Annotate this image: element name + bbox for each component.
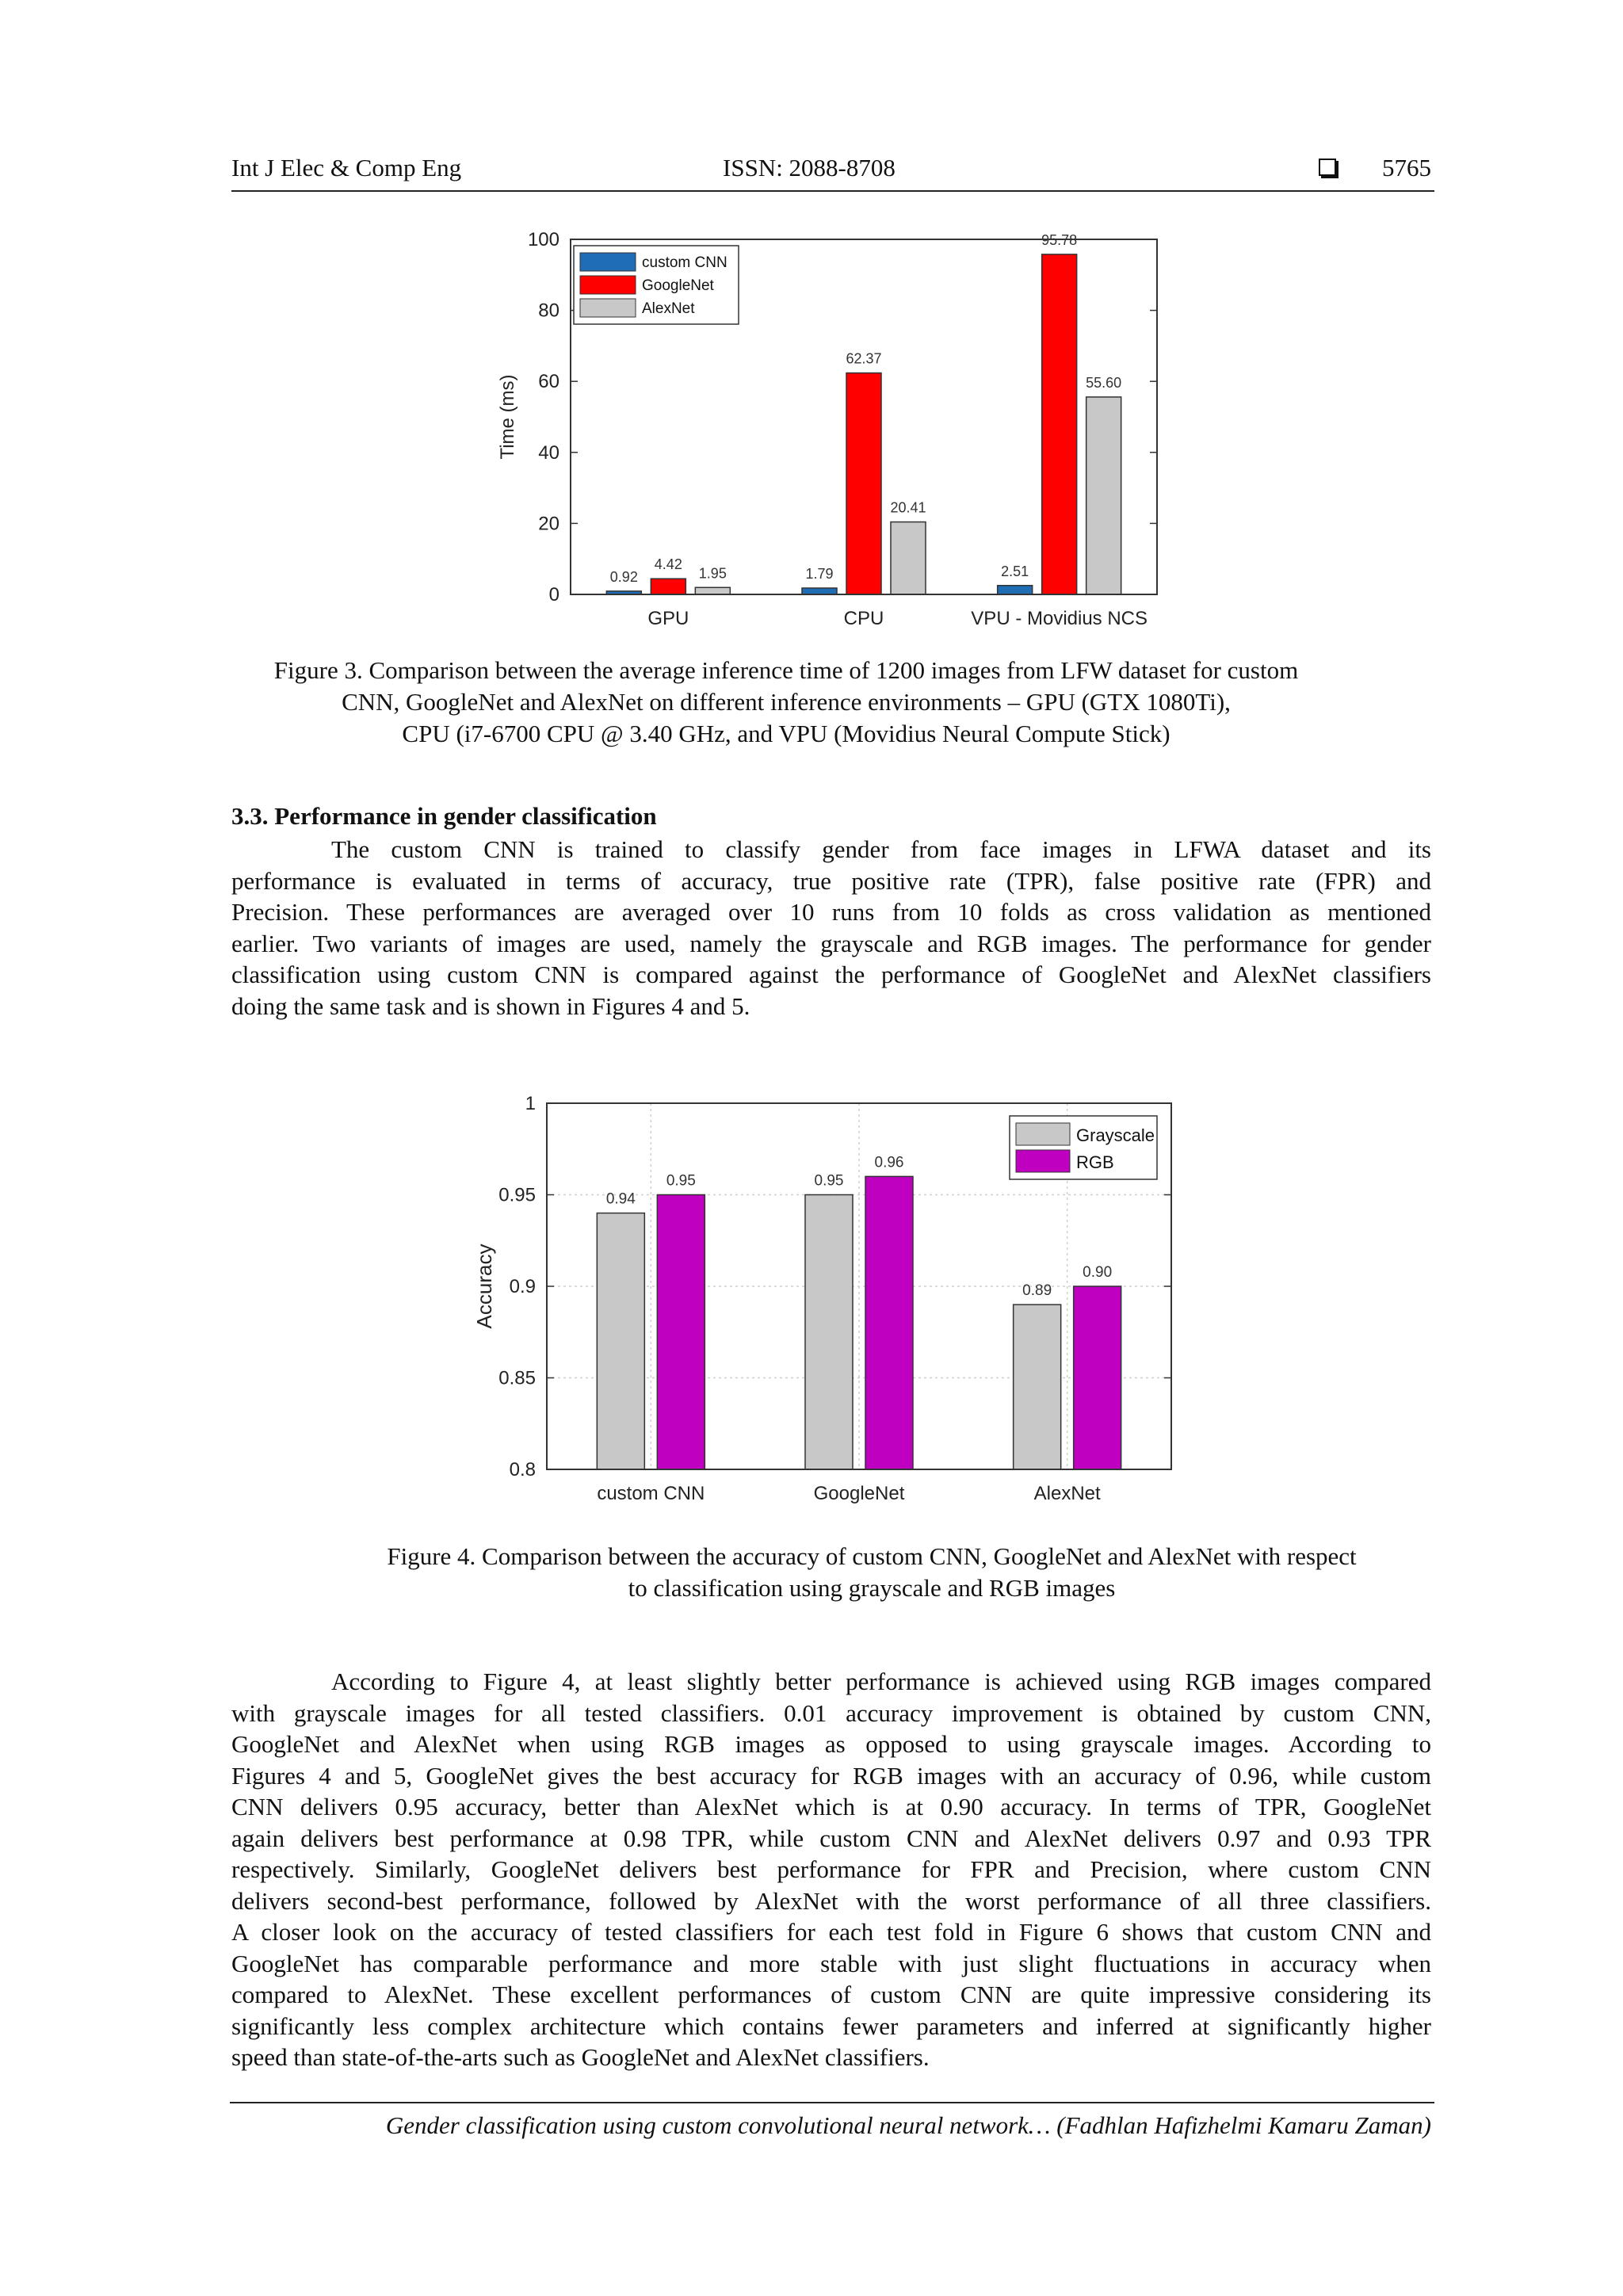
legend-swatch: [580, 299, 636, 317]
bar: [1042, 254, 1077, 594]
legend-label: Grayscale: [1076, 1125, 1155, 1145]
data-label: 0.95: [666, 1172, 696, 1190]
page-number: 5765: [1382, 154, 1431, 181]
y-tick-label: 0: [548, 584, 559, 606]
y-tick-label: 0.8: [509, 1459, 536, 1480]
y-tick-label: 80: [538, 300, 559, 322]
footer-text: Gender classification using custom convolutional neural network… (Fadhlan Hafizhelmi Kamaru Zaman): [385, 2111, 1431, 2139]
legend-swatch: [580, 253, 636, 271]
section-heading: 3.3. Performance in gender classification: [231, 802, 657, 830]
x-tick-label: AlexNet: [1033, 1483, 1101, 1504]
caption-line: Figure 4. Comparison between the accuracy of custom CNN, GoogleNet and AlexNet with respect: [387, 1542, 1357, 1570]
bar: [998, 586, 1033, 594]
bar: [651, 579, 685, 594]
y-tick-label: 1: [525, 1093, 536, 1114]
y-tick-label: 0.95: [498, 1184, 536, 1206]
section-paragraph: [231, 834, 1431, 1022]
bar: [695, 587, 730, 594]
text-line: CNN delivers 0.95 accuracy, better than AlexNet which is at 0.90 accuracy. In terms of TPR, GoogleNet: [231, 1793, 1431, 1820]
data-label: 4.42: [654, 556, 682, 573]
text-line: with grayscale images for all tested classifiers. 0.01 accuracy improvement is obtained by custom CNN,: [231, 1698, 1431, 1727]
x-tick-label: CPU: [843, 608, 884, 629]
journal-name: Int J Elec & Comp Eng: [231, 154, 462, 181]
text-line: significantly less complex architecture which contains fewer parameters and inferred at significantly higher: [231, 2011, 1431, 2040]
text-line: respectively. Similarly, GoogleNet delivers best performance for FPR and Precision, where custom CNN: [231, 1855, 1431, 1883]
figure-3-chart: [475, 230, 1173, 642]
figure-3-caption: [231, 655, 1341, 750]
y-axis-label: Time (ms): [497, 374, 518, 460]
y-tick-label: 100: [527, 230, 559, 250]
data-label: 0.90: [1083, 1264, 1113, 1281]
caption-line: CPU (i7-6700 CPU @ 3.40 GHz, and VPU (Movidius Neural Compute Stick): [402, 720, 1170, 747]
bar: [1086, 397, 1121, 594]
bar: [597, 1213, 644, 1469]
page-footer: [230, 2102, 1434, 2140]
data-label: 1.95: [698, 565, 727, 582]
data-label: 62.37: [846, 350, 882, 367]
data-label: 55.60: [1086, 374, 1122, 391]
y-tick-label: 20: [538, 513, 559, 535]
text-line: GoogleNet has comparable performance and more stable with just slight fluctuations in accuracy when: [231, 1949, 1431, 1977]
y-tick-label: 0.9: [509, 1276, 536, 1297]
bar: [891, 522, 926, 594]
text-line: performance is evaluated in terms of accuracy, true positive rate (TPR), false positive rate (FPR) and: [231, 866, 1431, 895]
text-line: GoogleNet and AlexNet when using RGB images as opposed to using grayscale images. According to: [231, 1730, 1431, 1758]
bar: [802, 588, 837, 594]
y-tick-label: 40: [538, 441, 559, 464]
caption-line: Figure 3. Comparison between the average inference time of 1200 images from LFW dataset for custom: [273, 656, 1299, 684]
text-line: delivers second-best performance, followed by AlexNet with the worst performance of all three classifiers.: [231, 1886, 1431, 1915]
bar: [1074, 1286, 1121, 1469]
figure-4-chart: [468, 1086, 1181, 1514]
x-tick-label: GoogleNet: [813, 1483, 905, 1504]
text-line: A closer look on the accuracy of tested classifiers for each test fold in Figure 6 shows that custom CNN and: [231, 1918, 1431, 1946]
legend-swatch: [580, 276, 636, 294]
legend-label: RGB: [1076, 1152, 1114, 1172]
data-label: 2.51: [1001, 563, 1029, 579]
text-line: Precision. These performances are averaged over 10 runs from 10 folds as cross validation as mentioned: [231, 898, 1431, 926]
square-icon: [1319, 159, 1336, 176]
y-axis-label: Accuracy: [472, 1244, 496, 1329]
bar: [805, 1195, 853, 1470]
text-line: classification using custom CNN is compared against the performance of GoogleNet and AlexNet classifiers: [231, 961, 1431, 988]
data-label: 1.79: [805, 565, 834, 582]
data-label: 0.95: [814, 1172, 844, 1190]
bar: [846, 373, 881, 594]
figure-4-caption: [317, 1541, 1426, 1604]
bar: [865, 1176, 913, 1469]
legend-label: GoogleNet: [642, 277, 714, 294]
legend-label: AlexNet: [642, 300, 695, 317]
data-label: 0.92: [609, 568, 638, 585]
text-line: The custom CNN is trained to classify gender from face images in LFWA dataset and its: [331, 835, 1431, 863]
x-tick-label: VPU - Movidius NCS: [971, 608, 1148, 629]
text-line: compared to AlexNet. These excellent performances of custom CNN are quite impressive considering its: [231, 1981, 1431, 2008]
data-label: 0.94: [605, 1190, 636, 1208]
bar: [657, 1195, 705, 1470]
y-tick-label: 60: [538, 371, 559, 393]
legend-swatch: [1016, 1150, 1070, 1172]
text-line: Figures 4 and 5, GoogleNet gives the best accuracy for RGB images with an accuracy of 0.96, while custom: [231, 1761, 1431, 1790]
data-label: 95.78: [1041, 231, 1078, 248]
page-header: [231, 154, 1434, 192]
legend-label: custom CNN: [642, 254, 727, 271]
text-line: earlier. Two variants of images are used, namely the grayscale and RGB images. The performance for gender: [231, 929, 1431, 957]
text-line: speed than state-of-the-arts such as GoogleNet and AlexNet classifiers.: [231, 2043, 930, 2071]
text-line: again delivers best performance at 0.98 TPR, while custom CNN and AlexNet delivers 0.97 and 0.93 TPR: [231, 1824, 1431, 1852]
x-tick-label: custom CNN: [597, 1483, 705, 1504]
data-label: 0.96: [874, 1154, 904, 1171]
y-tick-label: 0.85: [498, 1367, 536, 1389]
caption-line: to classification using grayscale and RGB images: [628, 1574, 1116, 1602]
discussion-paragraph: [231, 1666, 1431, 2073]
bar: [1014, 1305, 1061, 1469]
data-label: 0.89: [1022, 1282, 1052, 1300]
x-tick-label: GPU: [647, 608, 689, 629]
issn: ISSN: 2088-8708: [723, 154, 896, 181]
data-label: 20.41: [890, 499, 926, 516]
text-line: doing the same task and is shown in Figures 4 and 5.: [231, 991, 750, 1020]
text-line: According to Figure 4, at least slightly better performance is achieved using RGB images compared: [331, 1668, 1431, 1695]
caption-line: CNN, GoogleNet and AlexNet on different inference environments – GPU (GTX 1080Ti),: [342, 688, 1231, 716]
legend-swatch: [1016, 1123, 1070, 1145]
